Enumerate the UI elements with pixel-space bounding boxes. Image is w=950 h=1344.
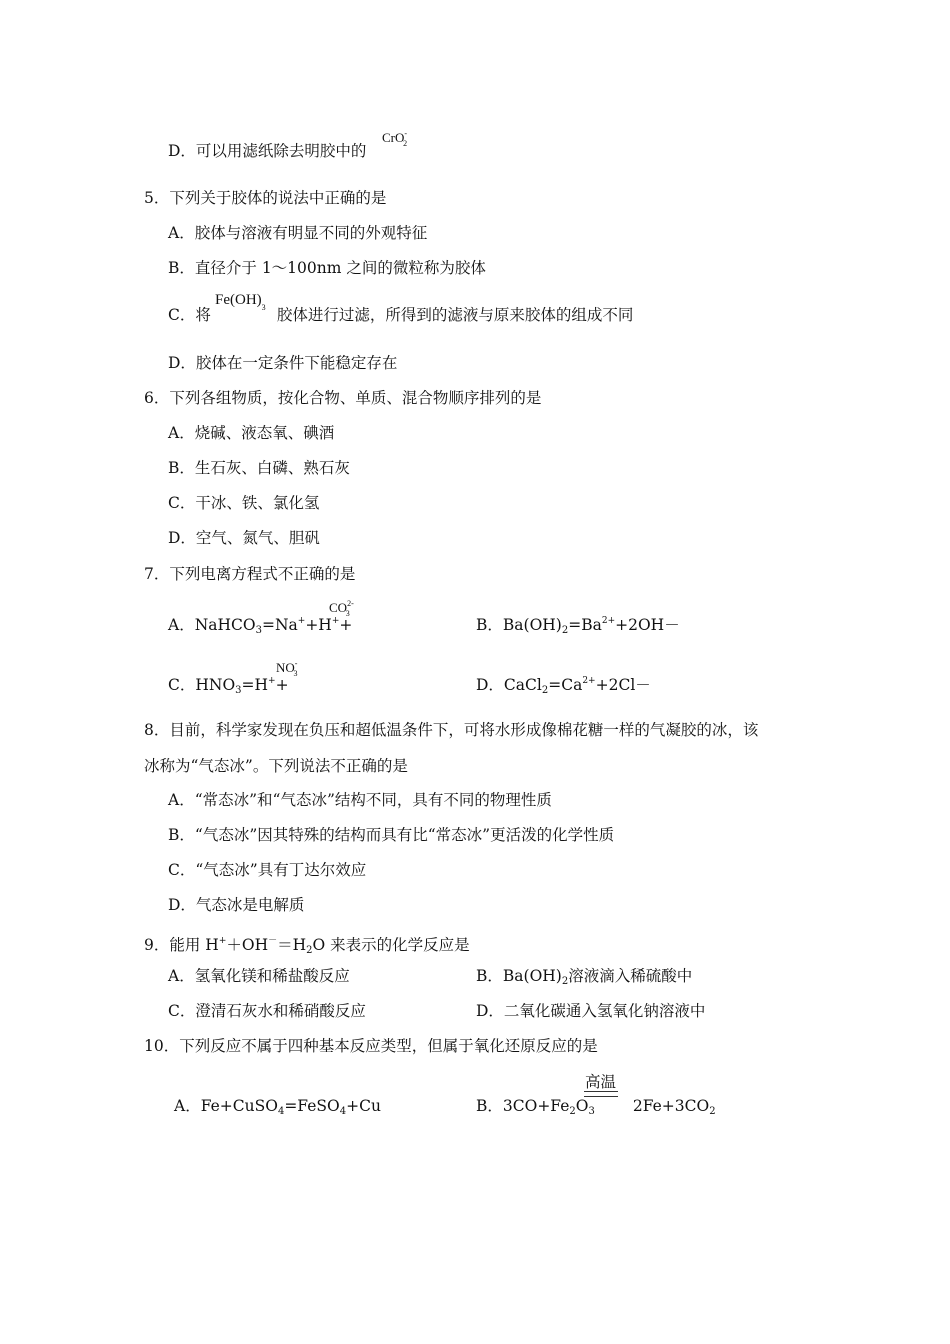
q6-option-b: B．生石灰、白磷、熟石灰 bbox=[168, 459, 350, 477]
q9-option-a: A．氢氧化镁和稀盐酸反应 bbox=[168, 967, 350, 985]
q10-stem: 10．下列反应不属于四种基本反应类型，但属于氧化还原反应的是 bbox=[144, 1037, 598, 1055]
q8-stem-line2: 冰称为“气态冰”。下列说法不正确的是 bbox=[144, 757, 408, 775]
q8-option-b: B．“气态冰”因其特殊的结构而具有比“常态冰”更活泼的化学性质 bbox=[168, 826, 615, 844]
q7-option-b: B．$Ba(OH)_2=Ba^{2+}+2OH-$ bbox=[476, 616, 680, 636]
q8-option-d: D．气态冰是电解质 bbox=[168, 896, 305, 914]
q7-option-d: D．$CaCl_2=Ca^{2+}+2Cl-$ bbox=[476, 676, 651, 696]
q7-option-c: C．$HNO_3=H^++$ bbox=[168, 676, 289, 696]
q4-option-d bbox=[168, 141, 366, 161]
q7-stem: 7．下列电离方程式不正确的是 bbox=[144, 565, 356, 583]
q5-option-b: B．直径介于 1～100nm 之间的微粒称为胶体 bbox=[168, 259, 486, 277]
q5-option-a: A．胶体与溶液有明显不同的外观特征 bbox=[168, 224, 428, 242]
q10-option-a: A．Fe+CuSO$_4$=FeSO$_4$+Cu bbox=[174, 1097, 381, 1117]
q4-option-d-text: D．可以用滤纸除去明胶中的 bbox=[168, 142, 367, 160]
q8-stem-line1: 8．目前，科学家发现在负压和超低温条件下，可将水形成像棉花糖一样的气凝胶的冰，该 bbox=[144, 721, 759, 739]
q9-option-c: C．澄清石灰水和稀硝酸反应 bbox=[168, 1002, 366, 1020]
q7-option-a: A．NaHCO$_3$=Na++H++ bbox=[168, 616, 353, 636]
q5-option-c-formula: $Fe(OH)_3$ bbox=[215, 292, 266, 312]
q6-option-a: A．烧碱、液态氧、碘酒 bbox=[168, 424, 335, 442]
q6-option-d: D．空气、氮气、胆矾 bbox=[168, 529, 320, 547]
q6-option-c: C．干冰、铁、氯化氢 bbox=[168, 494, 320, 512]
q5-option-d: D．胶体在一定条件下能稳定存在 bbox=[168, 354, 398, 372]
q7-option-a-ion: $CO^{2-}_3$ bbox=[329, 599, 354, 618]
q9-stem: 9．能用 $H^++OH^-=H_2O$ 来表示的化学反应是 bbox=[144, 936, 470, 956]
q9-option-b: B．$Ba(OH)_2$溶液滴入稀硫酸中 bbox=[476, 967, 693, 987]
q6-stem: 6．下列各组物质，按化合物、单质、混合物顺序排列的是 bbox=[144, 389, 542, 407]
q4-option-d-formula: CrO-$_2$ bbox=[382, 129, 408, 148]
q10-option-b: B．$3CO+Fe_2O_3$ $2Fe+3CO_2$ bbox=[476, 1097, 716, 1117]
q5-option-c-prefix: C．将 bbox=[168, 306, 211, 324]
q9-option-d: D．二氧化碳通入氢氧化钠溶液中 bbox=[476, 1002, 706, 1020]
q7-option-c-ion: $NO^-_3$ bbox=[276, 659, 298, 678]
q8-option-c: C．“气态冰”具有丁达尔效应 bbox=[168, 861, 367, 879]
q5-option-c-suffix: 胶体进行过滤，所得到的滤液与原来胶体的组成不同 bbox=[276, 306, 634, 324]
q10-equals-sign bbox=[584, 1091, 618, 1097]
q10-reaction-condition: 高温 bbox=[585, 1073, 617, 1091]
q5-stem: 5．下列关于胶体的说法中正确的是 bbox=[144, 189, 387, 207]
q8-option-a: A．“常态冰”和“气态冰”结构不同，具有不同的物理性质 bbox=[168, 791, 552, 809]
